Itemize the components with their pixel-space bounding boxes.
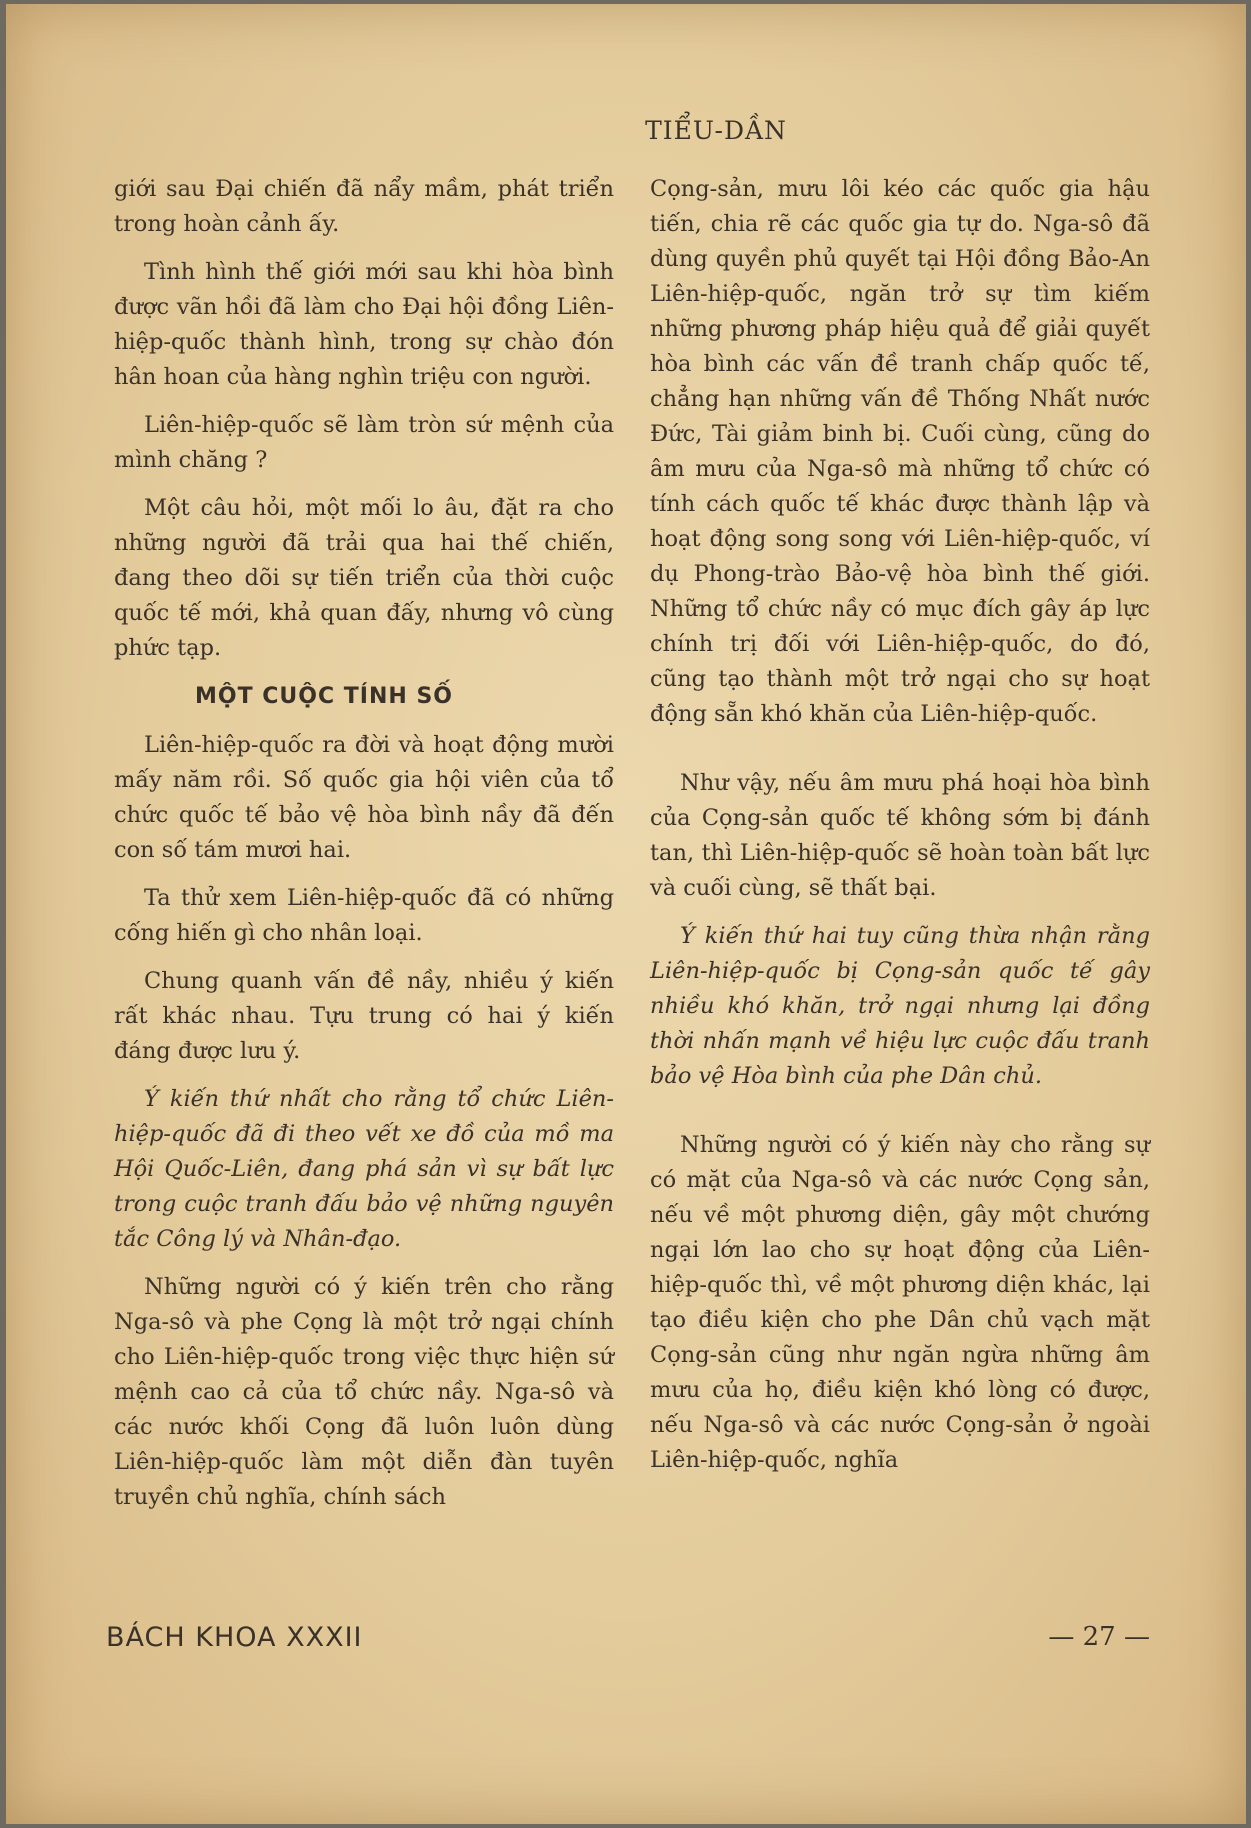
left-paragraph-4: Một câu hỏi, một mối lo âu, đặt ra cho những người đã trải qua hai thế chiến, đang theo dõi sự tiến triển của thời cuộc quốc tế mới, khả quan đấy, nhưng vô cùng phức tạp. [114, 495, 614, 661]
document-page [6, 4, 1246, 1824]
left-paragraph-6: Ta thử xem Liên-hiệp-quốc đã có những cống hiến gì cho nhân loại. [114, 885, 614, 946]
magazine-footer: BÁCH KHOA XXXII [106, 1622, 363, 1653]
running-header: TIỂU-DẦN [645, 116, 787, 145]
right-paragraph-3: Ý kiến thứ hai tuy cũng thừa nhận rằng Liên-hiệp-quốc bị Cọng-sản quốc tế gây nhiều khó khăn, trở ngại nhưng lại đồng thời nhấn mạnh về hiệu lực cuộc đấu tranh bảo vệ Hòa bình của phe Dân chủ. [650, 923, 1150, 1089]
left-paragraph-1: giới sau Đại chiến đã nẩy mầm, phát triển trong hoàn cảnh ấy. [114, 176, 614, 237]
left-paragraph-8: Ý kiến thứ nhất cho rằng tổ chức Liên-hiệp-quốc đã đi theo vết xe đồ của mồ ma Hội Quốc-Liên, đang phá sản vì sự bất lực trong cuộc tranh đấu bảo vệ những nguyên tắc Công lý và Nhân-đạo. [114, 1086, 614, 1252]
left-paragraph-9: Những người có ý kiến trên cho rằng Nga-sô và phe Cọng là một trở ngại chính cho Liên-hiệp-quốc trong việc thực hiện sứ mệnh cao cả của tổ chức nầy. Nga-sô và các nước khối Cọng đã luôn luôn dùng Liên-hiệp-quốc làm một diễn đàn tuyên truyền chủ nghĩa, chính sách [114, 1274, 614, 1510]
left-paragraph-2: Tình hình thế giới mới sau khi hòa bình được vãn hồi đã làm cho Đại hội đồng Liên-hiệp-quốc thành hình, trong sự chào đón hân hoan của hàng nghìn triệu con người. [114, 259, 614, 390]
left-paragraph-7: Chung quanh vấn đề nầy, nhiều ý kiến rất khác nhau. Tựu trung có hai ý kiến đáng được lưu ý. [114, 968, 614, 1064]
right-paragraph-4: Những người có ý kiến này cho rằng sự có mặt của Nga-sô và các nước Cọng sản, nếu về một phương diện, gây một chướng ngại lớn lao cho sự hoạt động của Liên-hiệp-quốc thì, về một phương diện khác, lại tạo điều kiện cho phe Dân chủ vạch mặt Cọng-sản cũng như ngăn ngừa những âm mưu của họ, điều kiện khó lòng có được, nếu Nga-sô và các nước Cọng-sản ở ngoài Liên-hiệp-quốc, nghĩa [650, 1132, 1150, 1473]
left-paragraph-3: Liên-hiệp-quốc sẽ làm tròn sứ mệnh của mình chăng ? [114, 412, 614, 473]
left-paragraph-5: Liên-hiệp-quốc ra đời và hoạt động mười mấy năm rồi. Số quốc gia hội viên của tổ chức quốc tế bảo vệ hòa bình nầy đã đến con số tám mươi hai. [114, 732, 614, 863]
right-column [650, 172, 1150, 1491]
page-number: — 27 — [1048, 1622, 1150, 1652]
left-column [114, 172, 614, 1528]
right-paragraph-1: Cọng-sản, mưu lôi kéo các quốc gia hậu tiến, chia rẽ các quốc gia tự do. Nga-sô đã dùng quyền phủ quyết tại Hội đồng Bảo-An Liên-hiệp-quốc, ngăn trở sự tìm kiếm những phương pháp hiệu quả để giải quyết hòa bình các vấn đề tranh chấp quốc tế, chẳng hạn những vấn đề Thống Nhất nước Đức, Tài giảm binh bị. Cuối cùng, cũng do âm mưu của Nga-sô mà những tổ chức có tính cách quốc tế khác được thành lập và hoạt động song song với Liên-hiệp-quốc, ví dụ Phong-trào Bảo-vệ hòa bình thế giới. Những tổ chức nầy có mục đích gây áp lực chính trị đối với Liên-hiệp-quốc, do đó, cũng tạo thành một trở ngại cho sự hoạt động sẵn khó khăn của Liên-hiệp-quốc. [650, 176, 1150, 727]
right-paragraph-2: Như vậy, nếu âm mưu phá hoại hòa bình của Cọng-sản quốc tế không sớm bị đánh tan, thì Liên-hiệp-quốc sẽ hoàn toàn bất lực và cuối cùng, sẽ thất bại. [650, 770, 1150, 901]
section-heading: MỘT CUỘC TÍNH SỐ [195, 684, 453, 709]
